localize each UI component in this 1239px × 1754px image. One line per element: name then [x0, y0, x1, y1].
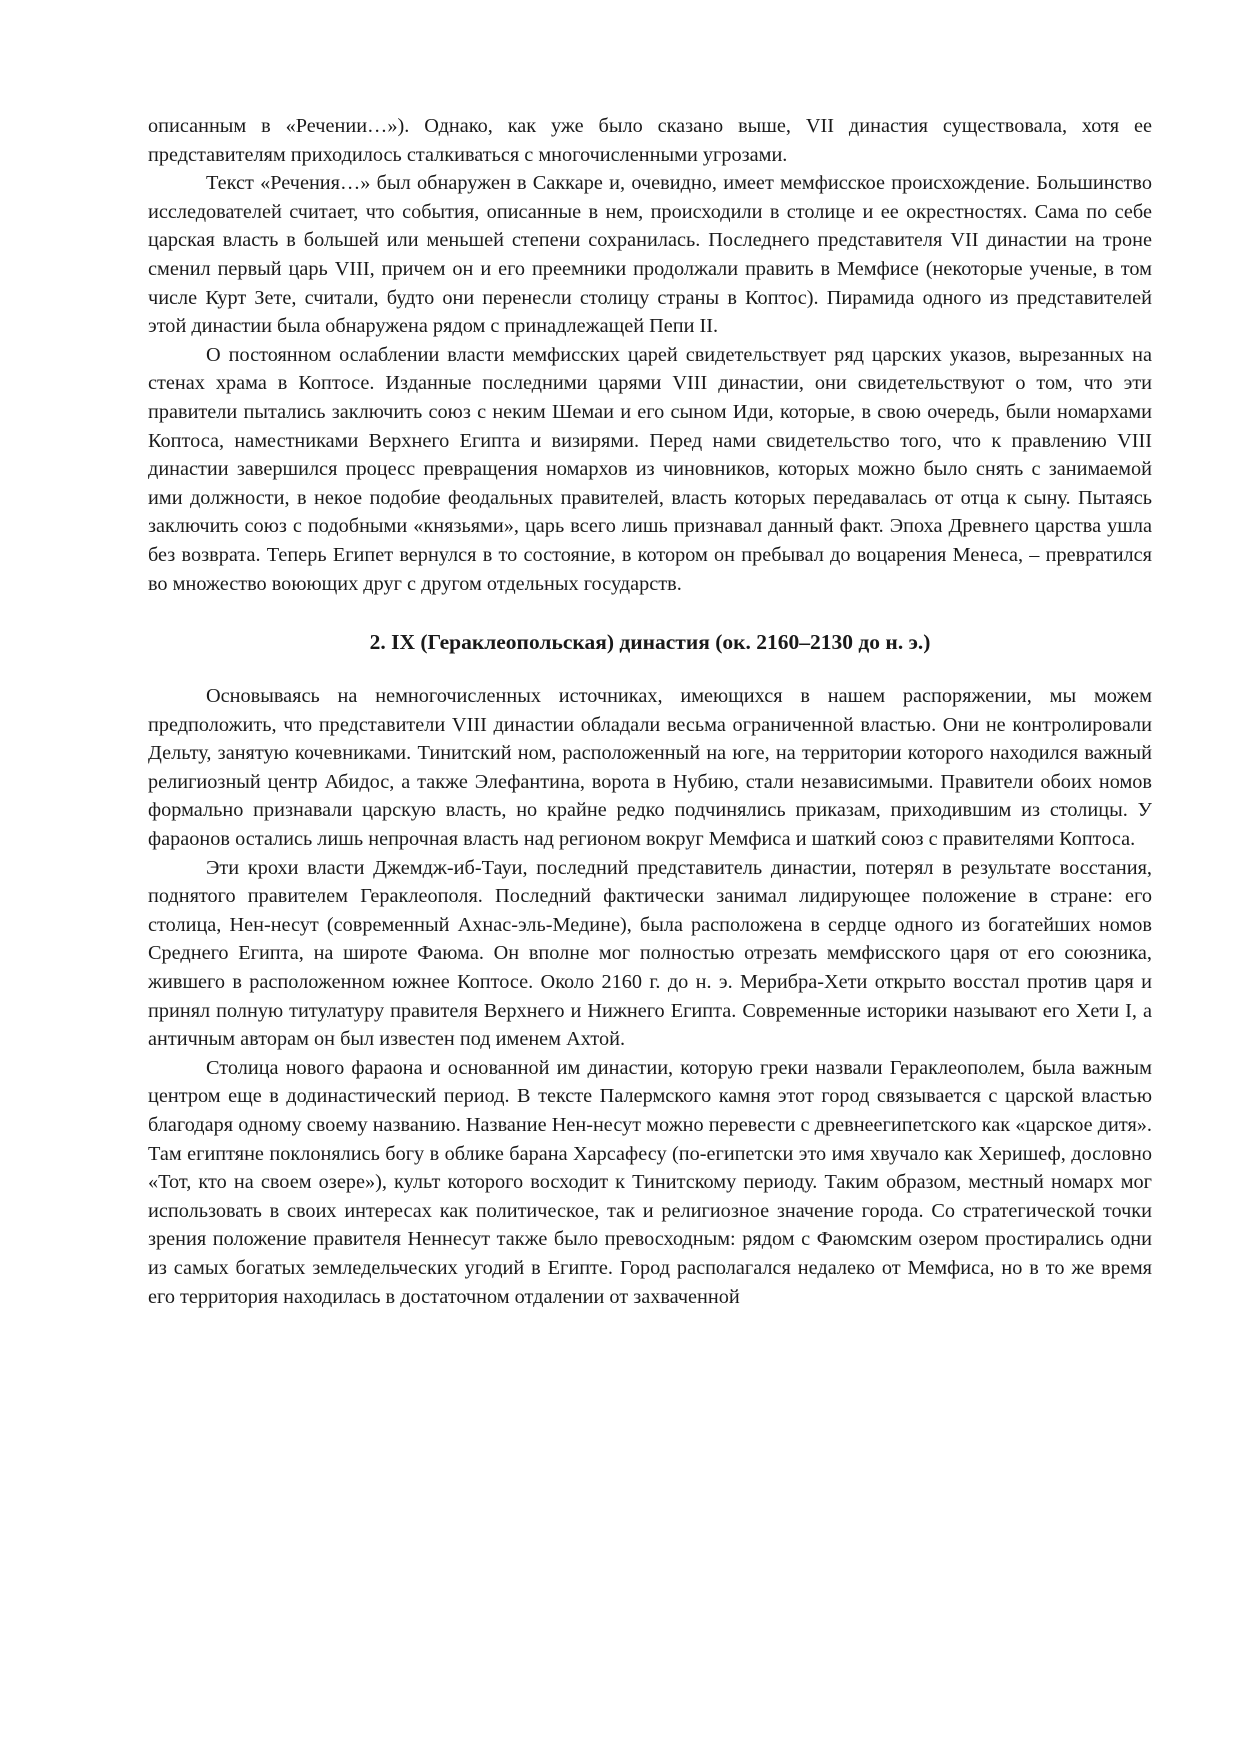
paragraph-koptos-decrees: О постоянном ослаблении власти мемфисских царей свидетельствует ряд царских указов, вырезанных на стенах храма в Коптосе. Изданные последними царями VIII династии, они свидетельствуют о том, что эти правители пытались заключить союз с неким Шемаи и его сыном Иди, которые, в свою очередь, были номархами Коптоса, наместниками Верхнего Египта и визирями. Перед нами свидетельство того, что к правлению VIII династии завершился процесс превращения номархов из чиновников, которых можно было снять с занимаемой ими должности, в некое подобие феодальных правителей, власть которых передавалась от отца к сыну. Пытаясь заключить союз с подобными «князьями», царь всего лишь признавал данный факт. Эпоха Древнего царства ушла без возврата. Теперь Египет вернулся в то состояние, в котором он пребывал до воцарения Менеса, – превратился во множество воюющих друг с другом отдельных государств. — [148, 343, 1152, 595]
section-heading: 2. IX (Гераклеопольская) династия (ок. 2160–2130 до н. э.) — [369, 630, 931, 655]
paragraph-intro-continuation: описанным в «Речении…»). Однако, как уже было сказано выше, VII династия существовала, хотя ее представителям приходилось сталкиваться с многочисленными угрозами. — [148, 115, 1152, 166]
document-page — [148, 112, 1152, 1311]
paragraph-viii-dynasty-power: Основываясь на немногочисленных источниках, имеющихся в нашем распоряжении, мы можем предположить, что представители VIII династии обладали весьма ограниченной властью. Они не контролировали Дельту, занятую кочевниками. Тинитский ном, расположенный на юге, на территории которого находился важный религиозный центр Абидос, а также Элефантина, ворота в Нубию, стали независимыми. Правители обоих номов формально признавали царскую власть, но крайне редко подчинялись приказам, приходившим из столицы. У фараонов остались лишь непрочная власть над регионом вокруг Мемфиса и шаткий союз с правителями Коптоса. — [148, 685, 1152, 851]
paragraph-herakleopolis-revolt: Эти крохи власти Джемдж-иб-Тауи, последний представитель династии, потерял в результате восстания, поднятого правителем Гераклеополя. Последний фактически занимал лидирующее положение в стране: его столица, Нен-несут (современный Ахнас-эль-Медине), была расположена в сердце одного из богатейших номов Среднего Египта, на широте Фаюма. Он вполне мог полностью отрезать мемфисского царя от его союзника, жившего в расположенном южнее Коптосе. Около 2160 г. до н. э. Мерибра-Хети открыто восстал против царя и принял полную титулатуру правителя Верхнего и Нижнего Египта. Современные историки называют его Хети I, а античным авторам он был известен под именем Ахтой. — [148, 856, 1152, 1051]
paragraph-nen-nesut-capital: Столица нового фараона и основанной им династии, которую греки назвали Гераклеополем, была важным центром еще в додинастический период. В тексте Палермского камня этот город связывается с царской властью благодаря одному своему названию. Название Нен-несут можно перевести с древнеегипетского как «царское дитя». Там египтяне поклонялись богу в облике барана Харсафесу (по-египетски это имя хвучало как Херишеф, дословно «Тот, кто на своем озере»), культ которого восходит к Тинитскому периоду. Таким образом, местный номарх мог использовать в своих интересах как политическое, так и религиозное значение города. Со стратегической точки зрения положение правителя Неннесут также было превосходным: рядом с Фаюмским озером простирались одни из самых богатых земледельческих угодий в Египте. Город располагался недалеко от Мемфиса, но в то же время его территория находилась в достаточном отдалении от захваченной — [148, 1056, 1152, 1308]
paragraph-saqqara-text: Текст «Речения…» был обнаружен в Саккаре и, очевидно, имеет мемфисское происхождение. Большинство исследователей считает, что события, описанные в нем, происходили в столице и ее окрестностях. Сама по себе царская власть в большей или меньшей степени сохранилась. Последнего представителя VII династии на троне сменил первый царь VIII, причем он и его преемники продолжали править в Мемфисе (некоторые ученые, в том числе Курт Зете, считали, будто они перенесли столицу страны в Коптос). Пирамида одного из представителей этой династии была обнаружена рядом с принадлежащей Пепи II. — [148, 172, 1152, 338]
